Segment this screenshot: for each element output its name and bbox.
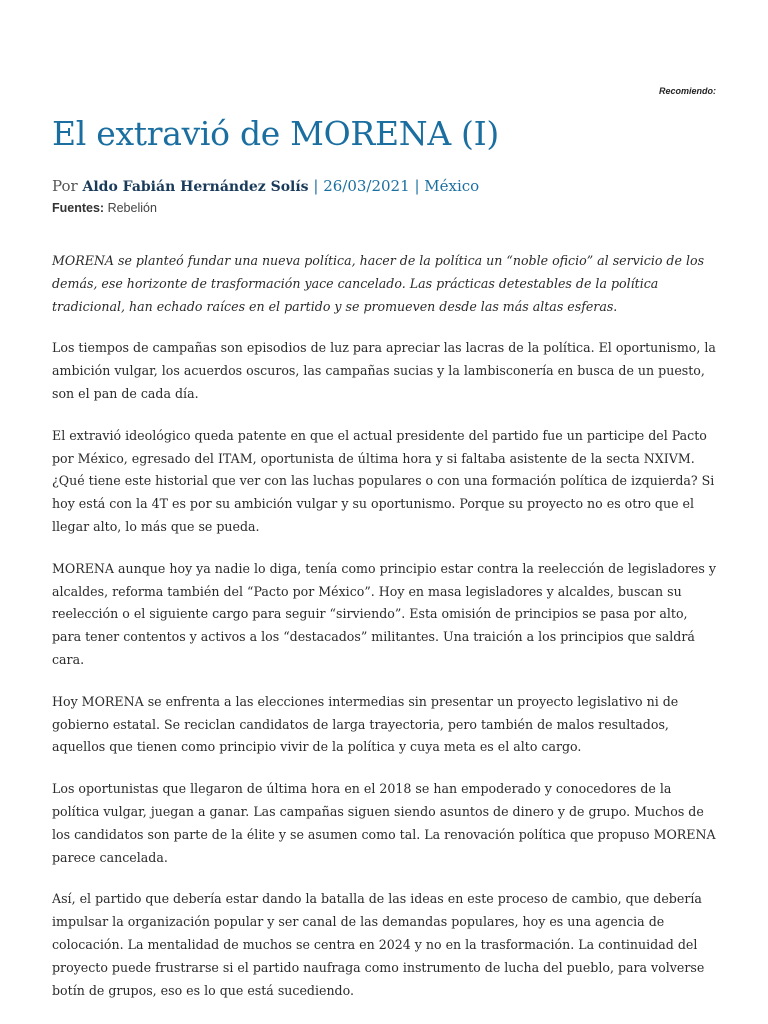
sources-value: Rebelión bbox=[107, 201, 157, 215]
article-date: 26/03/2021 bbox=[323, 177, 410, 195]
article-paragraph: Los oportunistas que llegaron de última hora en el 2018 se han empoderado y conocedores de la política vulgar, juegan a ganar. Las campañas siguen siendo asuntos de dinero y de grupo. Muchos de los candidatos son parte de la élite y se asumen como tal. La renovación política que propuso MORENA parece cancelada. bbox=[52, 781, 716, 865]
byline-separator: | bbox=[414, 177, 420, 195]
byline bbox=[52, 177, 479, 195]
byline-separator: | bbox=[313, 177, 319, 195]
byline-prefix: Por bbox=[52, 177, 78, 195]
article-paragraph: Así, el partido que debería estar dando la batalla de las ideas en este proceso de cambio, que debería impulsar la organización popular y ser canal de las demandas populares, hoy es una agencia de colocación. La mentalidad de muchos se centra en 2024 y no en la trasformación. La continuidad del proyecto puede frustrarse si el partido naufraga como instrumento de lucha del pueblo, para volverse botín de grupos, eso es lo que está sucediendo. bbox=[52, 891, 705, 998]
sources bbox=[52, 201, 157, 215]
sources-label: Fuentes: bbox=[52, 201, 105, 215]
recommend-label: Recomiendo: bbox=[658, 86, 716, 96]
author-link[interactable]: Aldo Fabián Hernández Solís bbox=[82, 179, 309, 195]
article-paragraph: MORENA aunque hoy ya nadie lo diga, tenía como principio estar contra la reelección de legisladores y alcaldes, reforma también del “Pacto por México”. Hoy en masa legisladores y alcaldes, buscan su reelección o el siguiente cargo para seguir “sirviendo”. Esta omisión de principios se pasa por alto, para tener contentos y activos a los “destacados” militantes. Una traición a los principios que saldrá cara. bbox=[52, 560, 716, 667]
article-lead: MORENA se planteó fundar una nueva política, hacer de la política un “noble oficio” al servicio de los demás, ese horizonte de trasformación yace cancelado. Las prácticas detestables de la política tradicional, han echado raíces en el partido y se promueven desde las más altas esferas. bbox=[52, 253, 705, 314]
country-link[interactable]: México bbox=[424, 177, 480, 195]
article-title: El extravió de MORENA (I) bbox=[52, 114, 499, 153]
article-body bbox=[52, 250, 716, 1021]
article-paragraph: Los tiempos de campañas son episodios de luz para apreciar las lacras de la política. El oportunismo, la ambición vulgar, los acuerdos oscuros, las campañas sucias y la lambisconería en busca de un puesto, son el pan de cada día. bbox=[52, 340, 716, 401]
article-paragraph: El extravió ideológico queda patente en que el actual presidente del partido fue un participe del Pacto por México, egresado del ITAM, oportunista de última hora y si faltaba asistente de la secta NXIVM. ¿Qué tiene este historial que ver con las luchas populares o con una formación política de izquierda? Si hoy está con la 4T es por su ambición vulgar y su oportunismo. Porque su proyecto no es otro que el llegar alto, lo más que se pueda. bbox=[52, 427, 715, 534]
article-paragraph: Hoy MORENA se enfrenta a las elecciones intermedias sin presentar un proyecto legislativo ni de gobierno estatal. Se reciclan candidatos de larga trayectoria, pero también de malos resultados, aquellos que tienen como principio vivir de la política y cuya meta es el alto cargo. bbox=[52, 693, 679, 755]
